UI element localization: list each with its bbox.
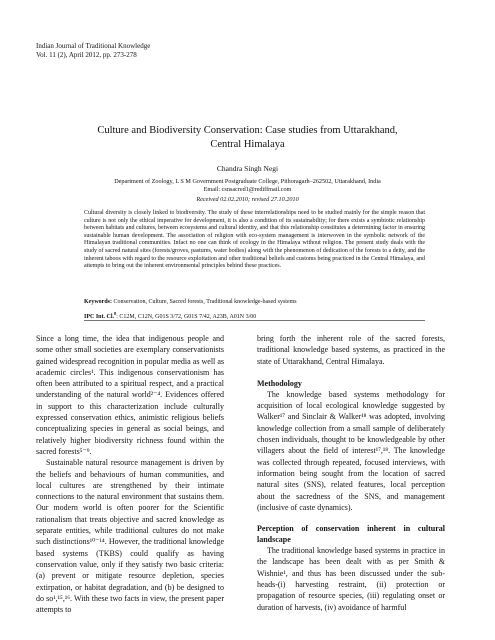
body-paragraph: Since a long time, the idea that indigenous people and some other small societies are exemplary conservationists gained widespread recognition in popular media as well as academic circles¹. This indigenous conservationism has often been attributed to a spiritual respect, and a practical understanding of the natural world²⁻⁴. Evidences offered in support to this characterization include culturally expressed conservation ethics, animistic religious beliefs conceptualizing species in general as social beings, and relatively higher biodiversity richness found within the sacred forests⁵⁻⁹.: [36, 334, 224, 456]
journal-header: [36, 42, 150, 60]
left-column: [36, 333, 224, 615]
body-paragraph: bring forth the inherent role of the sacred forests, traditional knowledge based systems, as practiced in the state of Uttarakhand, Central Himalaya.: [257, 334, 445, 366]
author-name: Chandra Singh Negi: [216, 164, 279, 173]
keywords: Conservation, Culture, Sacred forests, Traditional knowledge-based systems: [113, 299, 297, 305]
ipc-line: [84, 311, 425, 320]
ipc-codes: : C12M, C12N, G01S 3/72, G01S 7/42, A23B, A01N 3/00: [116, 314, 257, 320]
paper-title-line-2: Central Himalaya: [210, 139, 285, 150]
body-paragraph: The traditional knowledge based systems in practice in the landscape has been dealt with as per Smith & Wishnie¹, and thus has been discussed under the sub-heads-(i) harvesting restraint, (ii) protection or propagation of resource species, (iii) regulating onset or duration of harvests, (iv) avoidance of harmful: [257, 546, 445, 612]
ipc-label: IPC Int. Cl.: [84, 314, 115, 320]
section-heading-methodology: Methodology: [257, 378, 302, 388]
journal-volume: Vol. 11 (2), April 2012, pp. 273-278: [36, 51, 137, 59]
abstract: Cultural diversity is closely linked to biodiversity. The study of these interrelationships need to be studied mainly for the simple reason that culture is not only the ethical imperative for development, it is also a condition of its sustainability; for there exists a symbiotic relationship between habitats and cultures, between ecosystems and cultural identity, and that this relationship constitutes a determining factor in ensuring sustainable human development. The association of religion with eco-system management is interwoven in the symbolic network of the Himalayan traditional communities. Infact no one can think of ecology in the Himalaya without religion. The present study deals with the study of sacred natural sites (forests/groves, pastures, water bodies) along with the phenomenon of dedication of the forests to a deity, and the inherent taboos with regard to the resource exploitation and other traditional beliefs and customs being practiced in the Central Himalaya, and attempts to bring out the inherent environmental principles behind these practices.: [84, 210, 425, 270]
right-column: [257, 333, 445, 613]
paper-title-line-1: Culture and Biodiversity Conservation: Case studies from Uttarakhand,: [97, 125, 398, 136]
body-paragraph: Sustainable natural resource management is driven by the beliefs and behaviours of human communities, and local cultures are strengthened by their intimate connections to the natural environment that sustains them. Our modern world is often poorer for the Scientific rationalism that treats objective and sacred knowledge as separate entities, while traditional cultures do not make such distinctions¹⁰⁻¹⁴. However, the traditional knowledge based systems (TKBS) could qualify as having conservation value, only if they satisfy two basic criteria: (a) prevent or mitigate resource depletion, species extirpation, or habitat degradation, and (b) be designed to do so¹,¹⁵,¹⁶. With these two facts in view, the present paper attempts to: [36, 458, 224, 615]
email: Email: csnsacred1@rediffmail.com: [203, 186, 292, 193]
affiliation: Department of Zoology, L S M Government Postgraduate College, Pithoragarh–262502, Uttarakhand, India: [114, 178, 381, 185]
ipc-superscript: 8: [114, 311, 117, 316]
keywords-line: [84, 299, 425, 305]
journal-name: Indian Journal of Traditional Knowledge: [36, 42, 151, 50]
received-dates: Received 02.02.2010; revised 27.10.2010: [196, 196, 299, 203]
keywords-label: Keywords:: [84, 299, 112, 305]
body-paragraph: The knowledge based systems methodology for acquisition of local ecological knowledge suggested by Walker¹⁷ and Sinclair & Walker¹⁸ was adopted, involving knowledge collection from a small sample of deliberately chosen individuals, thought to be knowledgeable by other villagers about the field of interest¹⁷,¹⁸. The knowledge was collected through repeated, focused interviews, with information being sought from the location of sacred natural sites (SNS), related features, local perception about the sacredness of the SNS, and management (inclusive of caste dynamics).: [257, 389, 445, 512]
section-heading-perception: Perception of conservation inherent in cultural landscape: [257, 524, 445, 545]
affiliation-block: [36, 178, 459, 194]
paper-title: [36, 124, 459, 152]
divider: [84, 320, 425, 321]
